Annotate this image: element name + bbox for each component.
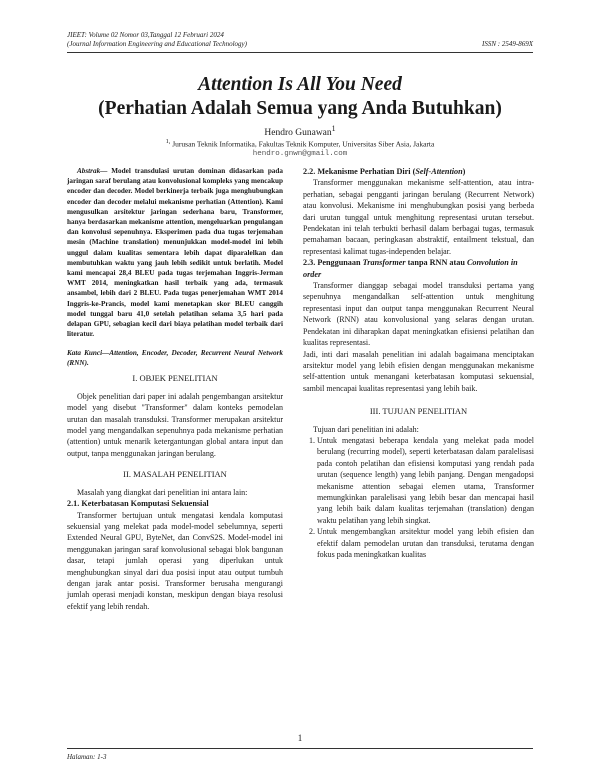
subsection-2-2-title [303,166,534,177]
section-heading-3: III. TUJUAN PENELITIAN [369,406,468,417]
sub2-prefix: 2.2. Mekanisme Perhatian Diri ( [303,167,416,176]
issn: ISSN : 2549-869X [482,40,533,48]
subsection-2-2-text: Transformer menggunakan mekanisme self-attention, atau intra-perhatian, sebagai pengganti jaringan berulang (Recurrent Network) atau konvolusi. Mekanisme ini menghubungkan posisi yang berbeda dari urutan tunggal untuk menghitung representasi urutan tersebut. Pendekatan ini telah terbukti berhasil dalam berbagai tugas, termasuk pemahaman bacaan, peringkasan abstraktif, entailment tekstual, dan representasi kalimat tugas-independen belajar. [303,178,534,256]
section-heading-2: II. MASALAH PENELITIAN [123,469,227,480]
subsection-2-3-title [303,257,534,280]
email-link[interactable]: hendro.gnwn@gmail.com [252,150,348,158]
abstract-text: — Model transdulasi urutan dominan didasarkan pada jaringan saraf berulang atau konvolusional kompleks yang mencakup encoder dan decoder. Model berkinerja terbaik juga menghubungkan encoder dan decoder melalui mekanisme perhatian (Attention). Kami mengusulkan arsitektur jaringan sederhana baru, Transformer, hanya berdasarkan mekanisme attention, mengeluarkan pengulangan dan konvolusi sepenuhnya. Eksperimen pada dua tugas terjemahan mesin (Machine translation) menunjukkan model-model ini lebih unggul dalam kualitas sementara lebih dapat diparalelkan dan membutuhkan waktu yang jauh lebih sedikit untuk berlatih. Model kami mencapai 28,4 BLEU pada tugas terjemahan Inggris-Jerman WMT 2014, meningkatkan hasil terbaik yang ada, termasuk ansambel, lebih dari 2 BLEU. Pada tugas penerjemahan WMT 2014 Inggris-ke-Prancis, model kami menetapkan skor BLEU canggih model tunggal baru 41,0 setelah pelatihan selama 3,5 hari pada delapan GPU, sebagian kecil dari biaya pelatihan model terbaik dari literatur. [67,167,283,339]
list-item: 2. Untuk mengembangkan arsitektur model yang lebih efisien dan efektif dalam pemodelan urutan dan transduksi, terutama dengan fokus pada meningkatkan kualitas [317,526,534,560]
header-divider [67,52,533,53]
sub2-suffix: ) [462,167,466,176]
subsection-2-1-title: 2.1. Keterbatasan Komputasi Sekuensial [67,499,209,509]
sub2-em: Self-Attention [415,167,463,176]
section-2-intro: Masalah yang diangkat dari penelitian ini antara lain: [77,487,248,497]
keywords [67,348,283,368]
paper-subtitle: (Perhatian Adalah Semua yang Anda Butuhkan) [98,98,502,119]
keywords-text: —Attention, Encoder, Decoder, Recurrent Neural Network (RNN). [67,349,283,368]
keywords-label: Kata Kunci [67,349,103,358]
footer-divider [67,748,533,749]
affiliation-text: Jurusan Teknik Informatika, Fakultas Teknik Komputer, Universitas Siber Asia, Jakarta [172,139,435,149]
sub3-em1: Transformer [362,258,406,268]
journal-line1: JIEET: Volume 02 Nomor 03,Tanggal 12 Februari 2024 [67,31,224,39]
list-item: 1. Untuk mengatasi beberapa kendala yang melekat pada model berulang (recurring model), seperti keterbatasan dalam paralelisasi pada contoh pelatihan dan efisiensi komputasi yang rendah pada urutan (sequence length) yang lebih panjang. Dengan mengadopsi mekanisme attention sebagai elemen utama, Transformer memungkinkan paralelisasi yang lebih besar dan mencapai hasil yang lebih baik dalam kualitas terjemahan (translation) dengan waktu pelatihan yang lebih singkat. [317,435,534,526]
subsection-2-1-text: Transformer bertujuan untuk mengatasi kendala komputasi sekuensial yang melekat pada model-model sebelumnya, seperti Extended Neural GPU, ByteNet, dan ConvS2S. Model-model ini menggunakan jaringan saraf konvolusional sebagai blok bangunan dasar, tetapi jumlah operasi yang diperlukan untuk menghubungkan sinyal dari dua posisi input atau output tumbuh dengan jarak antar posisi. Transformer berusaha mengurangi jumlah operasi menjadi konstan, meskipun dengan biaya resolusi efektif yang lebih rendah. [67,510,283,611]
subsection-2-3-text: Transformer dianggap sebagai model transduksi pertama yang sepenuhnya mengandalkan self-attention untuk menghitung representasi input dan output tanpa menggunakan Recurrent Neural Network (RNN) atau konvolusional yang selaras dengan urutan. Pendekatan ini diharapkan dapat meningkatkan efisiensi pelatihan dan kualitas representasi. Jadi, inti dari masalah penelitian ini adalah bagaimana menciptakan arsitektur model yang lebih efisien dengan menggunakan mekanisme self-attention untuk menangani keterbatasan komputasi sekuensial, sambil mencapai kualitas representasi yang lebih baik. [303,281,534,393]
sub3-em2: Convolution in order [303,258,518,279]
sub3-mid: tanpa RNN atau [405,258,467,268]
section-1-text: Objek penelitian dari paper ini adalah pengembangan arsitektur model yang disebut "Transformer" dalam konteks pemodelan urutan dan masalah transduksi. Transformer merupakan arsitektur model yang mengandalkan sepenuhnya pada mekanisme perhatian (attention) untuk menarik ketergantungan global antara input dan output, tanpa menggunakan jaringan berulang. [67,391,283,458]
journal-line2: (Journal Information Engineering and Educational Technology) [67,40,247,48]
affiliation [0,138,600,149]
author-sup: 1 [331,124,336,133]
objectives-list [303,435,534,560]
sub3-prefix: 2.3. Penggunaan [303,258,363,268]
abstract [67,166,283,339]
paper-title: Attention Is All You Need [198,74,402,95]
author [0,124,600,138]
author-name: Hendro Gunawan [264,128,332,139]
right-column [303,166,534,560]
section-heading-1: I. OBJEK PENELITIAN [132,373,218,384]
page-number: 1 [297,733,303,743]
abstract-label: Abstrak [77,167,101,175]
journal-header [67,31,533,49]
section-3-intro: Tujuan dari penelitian ini adalah: [313,424,419,434]
page-range: Halaman: 1-3 [67,753,107,761]
left-column [67,166,283,612]
affiliation-sup: 1, [165,138,171,145]
